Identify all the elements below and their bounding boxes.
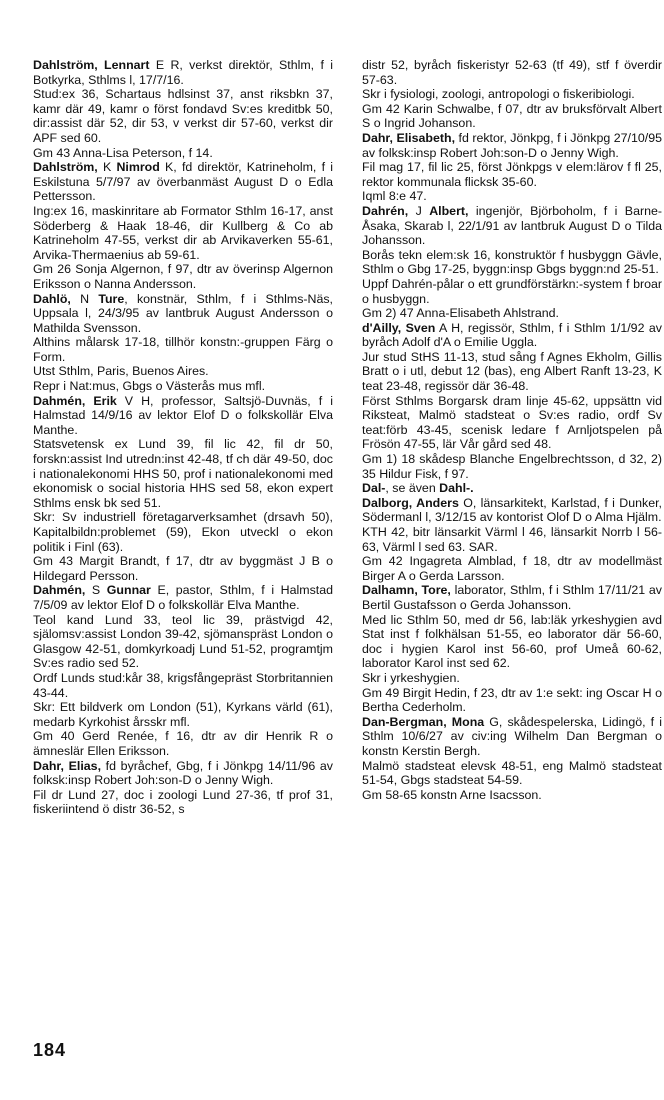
entry-paragraph — [362, 189, 662, 204]
entry-text: Ing:ex 16, maskinritare ab Formator Sthlm 16-17, anst Söderberg & Haak 18-46, dir Kullberg & Co ab Katrineholm 47-55, verkst dir ab Arvikaverken 55-61, Arvika-Thermaenius ab 59-61. — [33, 203, 333, 262]
entry-text: Gm 26 Sonja Algernon, f 97, dtr av överinsp Algernon Eriksson o Nanna Andersson. — [33, 262, 333, 291]
entry-paragraph — [33, 700, 333, 729]
entry-text: Borås tekn elem:sk 16, konstruktör f husbyggn Gävle, Sthlm o Gbg 17-25, byggn:insp Gbgs byggn:nd 25-51. — [362, 247, 662, 277]
biography-entry — [33, 583, 333, 758]
biography-entry — [362, 58, 662, 131]
biography-entry — [362, 583, 662, 714]
entry-paragraph — [33, 335, 333, 364]
entry-text: K, fd direktör, Katrineholm, f i Eskilstuna 5/7/97 av överbanmäst August D o Edla Pettersson. — [33, 160, 334, 204]
entry-text: distr 52, byråch fiskeristyr 52-63 (tf 49), stf f överdir 57-63. — [362, 58, 662, 87]
entry-paragraph — [362, 394, 662, 452]
entry-paragraph — [362, 613, 662, 671]
entry-paragraph — [33, 262, 333, 291]
entry-paragraph — [33, 788, 333, 817]
entry-paragraph — [362, 87, 662, 102]
entry-paragraph — [33, 58, 333, 87]
entry-text: Först Sthlms Borgarsk dram linje 45-62, uppsättn vid Riksteat, Malmö stadsteat o Sv:es radio, ordf Sv teat:förb 43-45, scenisk ledare f Arnljotspelen på Frösön 47-55, lär Vår gård sed 48. — [362, 393, 662, 452]
entry-paragraph — [362, 306, 662, 321]
biography-entry — [33, 292, 333, 394]
entry-initial: S — [85, 583, 107, 598]
entry-text: Stud:ex 36, Schartaus hdlsinst 37, anst riksbkn 37, kamr där 49, kamr o först fondavd Sv:es kreditbk 50, dir:assist där 52, dir 53, v verkst dir 57-60, verkst dir APF sed 60. — [33, 87, 333, 145]
entry-paragraph — [33, 146, 333, 161]
entry-paragraph — [362, 554, 662, 583]
entry-text: Fil mag 17, fil lic 25, först Jönkpgs v elem:lärov f fl 25, rektor kommunala flicksk 35-60. — [362, 160, 662, 189]
entry-text: V H, professor, Saltsjö-Duvnäs, f i Halmstad 14/9/16 av lektor Elof D o folkskollär Elva Manthe. — [33, 393, 333, 437]
entry-text: A H, regissör, Sthlm, f i Sthlm 1/1/92 av byråch Adolf d'A o Emilie Uggla. — [362, 320, 662, 350]
entry-paragraph — [362, 671, 662, 686]
entry-paragraph — [362, 277, 662, 306]
entry-text: Malmö stadsteat elevsk 48-51, eng Malmö stadsteat 51-54, Gbgs stadsteat 54-59. — [362, 758, 662, 788]
entry-text: Skr i yrkeshygien. — [362, 670, 460, 685]
entry-given-name: Albert, — [429, 203, 469, 218]
entry-name: Dahmén, — [33, 583, 86, 598]
right-column — [362, 58, 662, 802]
entry-text: Ordf Lunds stud:kår 38, krigsfångepräst Storbritannien 43-44. — [33, 670, 333, 700]
entry-initial: J — [408, 203, 430, 218]
entry-text: ingenjör, Björboholm, f i Barne-Åsaka, Skarab l, 22/1/91 av lantbruk August D o Tilda Johansson. — [362, 203, 662, 248]
entry-name: Dahmén, Erik — [33, 393, 117, 408]
entry-name: Dalborg, Anders — [362, 495, 459, 510]
entry-name: Dahr, Elias, — [33, 758, 102, 773]
entry-given-name: Gunnar — [106, 583, 151, 598]
entry-text: Fil dr Lund 27, doc i zoologi Lund 27-36, tf prof 31, fiskeriintend ö distr 36-52, s — [33, 787, 333, 817]
entry-paragraph — [362, 321, 662, 350]
entry-paragraph — [362, 58, 662, 87]
entry-paragraph — [33, 671, 333, 700]
entry-paragraph — [33, 437, 333, 510]
entry-text: Teol kand Lund 33, teol lic 39, prästvigd 42, själomsv:assist London 39-42, sjömanspräst London o Glasgow 42-51, domkyrkoadj Lund 51-52, programtjm Sv:es radio sed 52. — [33, 612, 333, 671]
entry-paragraph — [33, 510, 333, 554]
entry-text: E, pastor, Sthlm, f i Halmstad 7/5/09 av lektor Elof D o folkskollär Elva Manthe. — [33, 583, 333, 612]
entry-paragraph — [362, 248, 662, 277]
entry-text: KTH 42, bitr länsarkit Värml l 46, länsarkit Norrb l 56-63, Värml l sed 63. SAR. — [362, 525, 662, 554]
entry-paragraph — [33, 729, 333, 758]
biography-entry — [33, 394, 333, 584]
entry-text: Iqml 8:e 47. — [362, 189, 427, 204]
entry-text: Gm 43 Anna-Lisa Peterson, f 14. — [33, 145, 213, 160]
entry-text: O, länsarkitekt, Karlstad, f i Dunker, Södermanl l, 3/12/15 av kontorist Olof D o Alma Hjälm. — [362, 495, 662, 525]
entry-paragraph — [33, 379, 333, 394]
entry-text: Gm 2) 47 Anna-Elisabeth Ahlstrand. — [362, 306, 559, 321]
entry-paragraph — [33, 292, 333, 336]
entry-text: Skr i fysiologi, zoologi, antropologi o fiskeribiologi. — [362, 87, 635, 102]
entry-name: Dalhamn, Tore, — [362, 583, 451, 598]
entry-paragraph — [362, 131, 662, 160]
entry-text: Althins målarsk 17-18, tillhör konstn:-gruppen Färg o Form. — [33, 335, 333, 364]
entry-text: Utst Sthlm, Paris, Buenos Aires. — [33, 364, 209, 379]
entry-text: Jur stud StHS 11-13, stud sång f Agnes Ekholm, Gillis Bratt o i utl, debut 12 (bas), eng Albert Ranft 13-23, K teat 23-48, regissör där 36-48. — [362, 349, 662, 394]
entry-text: Skr: Sv industriell företagarverksamhet (drsavh 50), Kapitalbildn:problemet (59), Ekon utveckl o ekon politik i Finl (63). — [33, 510, 333, 554]
cross-reference: Dahl-. — [439, 481, 474, 496]
entry-name: Dahr, Elisabeth, — [362, 130, 456, 145]
entry-text: Gm 43 Margit Brandt, f 17, dtr av byggmäst J B o Hildegard Persson. — [33, 554, 333, 583]
biography-entry — [362, 321, 662, 482]
entry-paragraph — [33, 583, 333, 612]
page-number: 184 — [33, 1040, 67, 1060]
entry-name: Dahlström, — [33, 160, 98, 175]
entry-paragraph — [33, 160, 333, 204]
entry-text: fd rektor, Jönkpg, f i Jönkpg 27/10/95 av folksk:insp Robert Joh:son-D o Jenny Wigh. — [362, 130, 662, 160]
entry-paragraph — [33, 394, 333, 438]
entry-text: Statsvetensk ex Lund 39, fil lic 42, fil dr 50, forskn:assist Ind utredn:inst 42-48, tf ch där 49-50, doc i nationalekonomi HHS 50, prof i nationalekonomi med ekonomisk o social historia HHS sed 58, ekon expert Sthlms ensk bk sed 51. — [33, 437, 333, 510]
entry-paragraph — [33, 554, 333, 583]
entry-text: Gm 58-65 konstn Arne Isacsson. — [362, 787, 542, 802]
entry-paragraph — [362, 686, 662, 715]
entry-paragraph — [362, 481, 662, 496]
entry-name: Dahlö, — [33, 291, 71, 306]
entry-text: G, skådespelerska, Lidingö, f i Sthlm 10/6/27 av civ:ing Wilhelm Dan Bergman o konstn Kerstin Bergh. — [362, 714, 662, 758]
entry-initial: N — [70, 291, 99, 306]
entry-paragraph — [362, 102, 662, 131]
entry-paragraph — [362, 583, 662, 612]
entry-name: Dahlström, Lennart — [33, 58, 150, 72]
entry-text: , se även — [385, 481, 440, 496]
entry-text: laborator, Sthlm, f i Sthlm 17/11/21 av Bertil Gustafsson o Gerda Johansson. — [362, 583, 662, 612]
entry-text: E R, verkst direktör, Sthlm, f i Botkyrka, Sthlms l, 17/7/16. — [33, 58, 333, 87]
entry-text: Gm 40 Gerd Renée, f 16, dtr av dir Henrik R o ämneslär Ellen Eriksson. — [33, 729, 333, 758]
entry-text: Skr: Ett bildverk om London (51), Kyrkans värld (61), medarb Kyrkohist årsskr mfl. — [33, 700, 333, 729]
biography-entry — [33, 58, 333, 160]
entry-paragraph — [362, 715, 662, 759]
entry-initial: K — [97, 160, 117, 175]
biography-entry — [33, 759, 333, 817]
entry-paragraph — [362, 759, 662, 788]
entry-paragraph — [362, 525, 662, 554]
entry-paragraph — [362, 788, 662, 803]
biography-entry — [362, 131, 662, 204]
entry-paragraph — [362, 204, 662, 248]
entry-paragraph — [362, 496, 662, 525]
entry-text: Gm 42 Karin Schwalbe, f 07, dtr av bruksförvalt Albert S o Ingrid Johanson. — [362, 101, 662, 131]
left-column — [33, 58, 333, 817]
entry-given-name: Nimrod — [116, 160, 160, 175]
entry-paragraph — [362, 160, 662, 189]
entry-text: Repr i Nat:mus, Gbgs o Västerås mus mfl. — [33, 379, 266, 394]
entry-text: Gm 42 Ingagreta Almblad, f 18, dtr av modellmäst Birger A o Gerda Larsson. — [362, 554, 662, 583]
entry-name: Dahrén, — [362, 203, 409, 218]
entry-paragraph — [33, 204, 333, 262]
entry-name: d'Ailly, Sven — [362, 320, 436, 335]
biography-entry — [362, 715, 662, 803]
entry-paragraph — [362, 452, 662, 481]
entry-name: Dal- — [362, 481, 386, 496]
entry-text: Gm 49 Birgit Hedin, f 23, dtr av 1:e sekt: ing Oscar H o Bertha Cederholm. — [362, 685, 662, 715]
entry-text: fd byråchef, Gbg, f i Jönkpg 14/11/96 av folksk:insp Robert Joh:son-D o Jenny Wigh. — [33, 758, 333, 788]
entry-given-name: Ture — [98, 291, 125, 306]
biography-entry — [362, 481, 662, 496]
entry-paragraph — [362, 350, 662, 394]
biography-entry — [362, 496, 662, 584]
entry-text: Med lic Sthlm 50, med dr 56, lab:läk yrkeshygien avd Stat inst f folkhälsan 51-55, eo laborator där 56-60, doc i hygien Karol inst 56-60, prof Umeå 60-62, laborator Karol inst sed 62. — [362, 612, 662, 671]
entry-paragraph — [33, 364, 333, 379]
entry-text: Uppf Dahrén-pålar o ett grundförstärkn:-system f broar o husbyggn. — [362, 276, 662, 306]
entry-paragraph — [33, 613, 333, 671]
entry-name: Dan-Bergman, Mona — [362, 714, 485, 729]
biography-entry — [362, 204, 662, 321]
entry-paragraph — [33, 759, 333, 788]
entry-paragraph — [33, 87, 333, 145]
biography-entry — [33, 160, 333, 291]
entry-text: Gm 1) 18 skådesp Blanche Engelbrechtsson, d 32, 2) 35 Hildur Fisk, f 97. — [362, 452, 662, 481]
entry-text: , konstnär, Sthlm, f i Sthlms-Näs, Uppsala l, 24/3/95 av lantbruk August Andersson o Mathilda Svensson. — [33, 291, 334, 335]
